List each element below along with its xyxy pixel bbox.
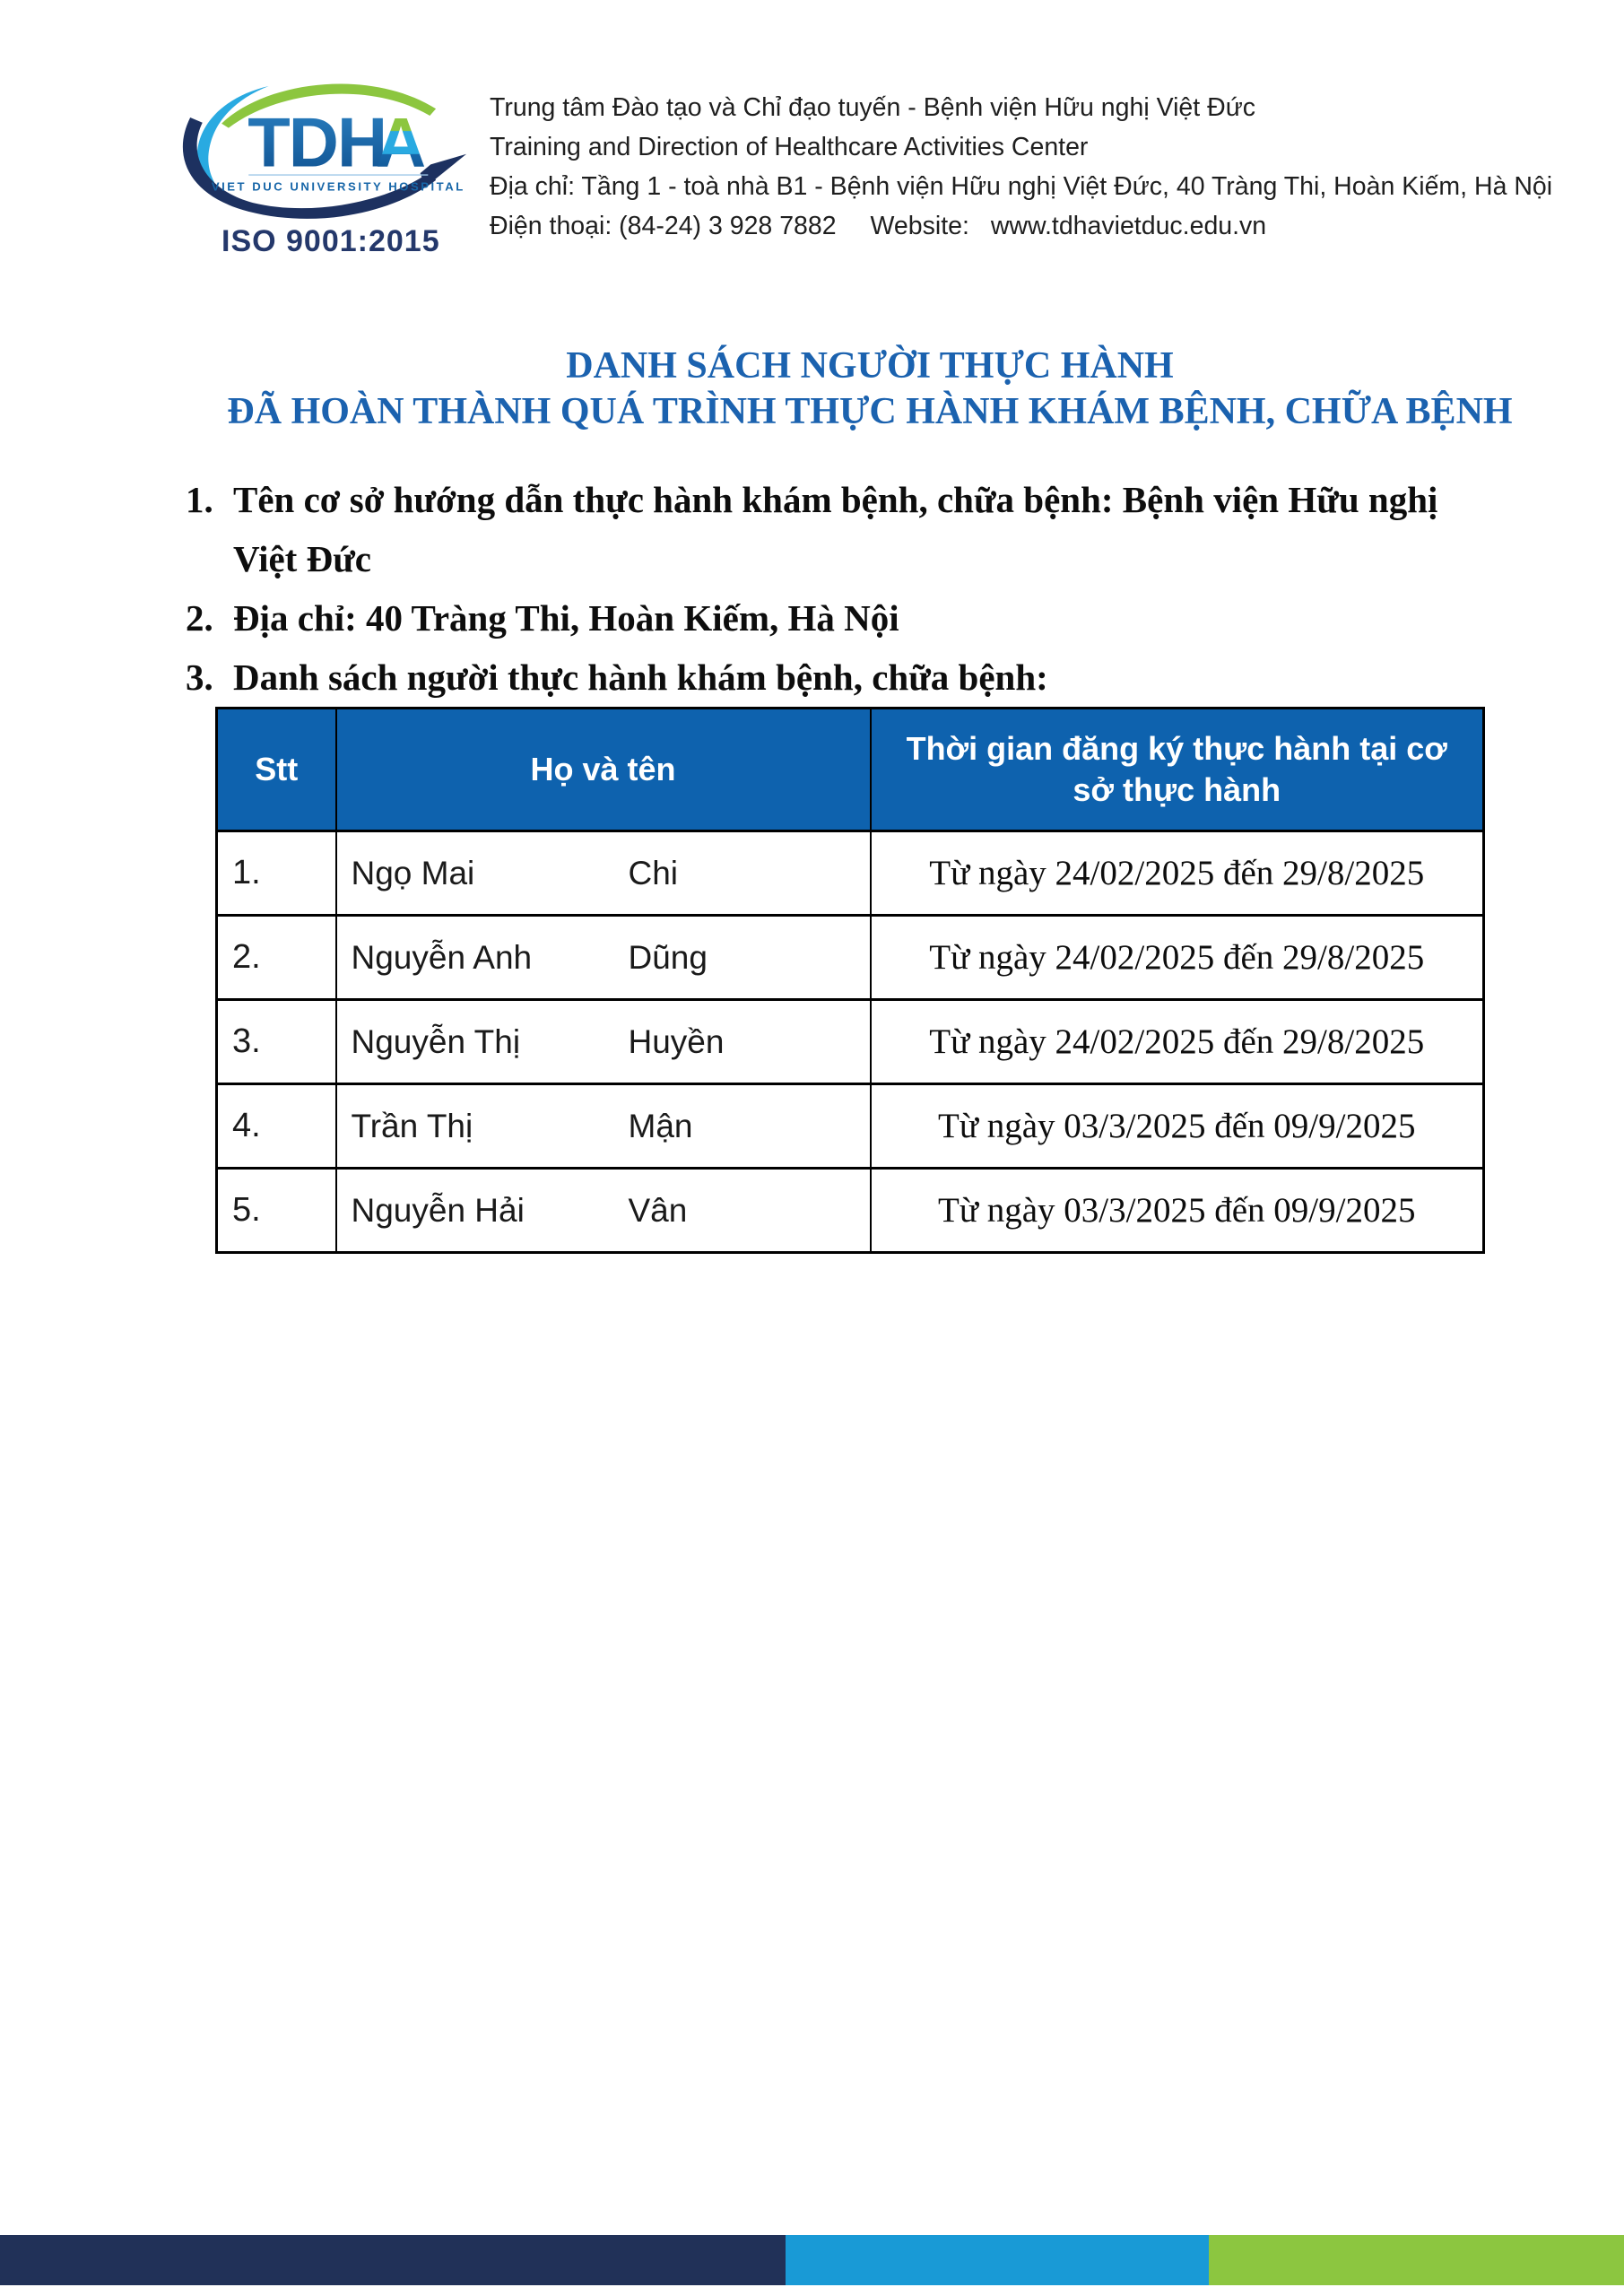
org-name-en: Training and Direction of Healthcare Activities Center (490, 133, 1089, 161)
practitioner-table-body (217, 831, 1484, 1253)
org-phone: Điện thoại: (84-24) 3 928 7882 (490, 212, 837, 240)
table-row (217, 916, 1484, 1000)
family-middle-name: Ngọ Mai (351, 854, 475, 891)
row-period: Từ ngày 24/02/2025 đến 29/8/2025 (871, 1000, 1484, 1084)
footer-bar-navy (0, 2235, 786, 2285)
practitioner-table (215, 707, 1485, 1254)
svg-text:A: A (376, 104, 427, 182)
given-name: Mận (628, 1107, 693, 1144)
org-address: Địa chỉ: Tầng 1 - toà nhà B1 - Bệnh viện Hữu nghị Việt Đức, 40 Tràng Thi, Hoàn Kiếm, Hà Nội (490, 172, 1553, 201)
logo (164, 74, 476, 259)
website-label: Website: (870, 212, 969, 240)
footer-bar-green (1209, 2235, 1624, 2285)
family-middle-name: Trần Thị (351, 1107, 473, 1144)
row-period: Từ ngày 24/02/2025 đến 29/8/2025 (871, 831, 1484, 916)
family-middle-name: Nguyễn Thị (351, 1022, 521, 1060)
logo-subtitle-text: VIET DUC UNIVERSITY HOSPITAL (211, 179, 465, 194)
row-name (336, 831, 871, 916)
row-period: Từ ngày 03/3/2025 đến 09/9/2025 (871, 1084, 1484, 1169)
row-name (336, 916, 871, 1000)
col-header-name: Họ và tên (336, 709, 871, 831)
list-item-number: 2. (186, 597, 213, 639)
list-item-1 (186, 470, 1499, 588)
list-item-3 (186, 648, 1499, 707)
table-row (217, 1169, 1484, 1253)
given-name: Huyền (628, 1022, 725, 1060)
document-title (215, 344, 1524, 435)
table-row (217, 831, 1484, 916)
table-header-row (217, 709, 1484, 831)
footer-bar-blue (786, 2235, 1209, 2285)
list-item-number: 1. (186, 479, 213, 520)
col-header-stt: Stt (217, 709, 336, 831)
family-middle-name: Nguyễn Hải (351, 1191, 525, 1229)
given-name: Chi (628, 854, 679, 891)
family-middle-name: Nguyễn Anh (351, 938, 533, 976)
row-name (336, 1169, 871, 1253)
title-line-1: DANH SÁCH NGƯỜI THỰC HÀNH (566, 345, 1174, 387)
list-item-text: Tên cơ sở hướng dẫn thực hành khám bệnh, chữa bệnh: Bệnh viện Hữu nghị Việt Đức (233, 479, 1438, 579)
title-line-2: ĐÃ HOÀN THÀNH QUÁ TRÌNH THỰC HÀNH KHÁM BỆNH, CHỮA BỆNH (227, 391, 1513, 432)
given-name: Dũng (628, 938, 708, 976)
table-row (217, 1000, 1484, 1084)
row-name (336, 1000, 871, 1084)
numbered-list (186, 470, 1499, 707)
given-name: Vân (628, 1191, 688, 1229)
row-period: Từ ngày 03/3/2025 đến 09/9/2025 (871, 1169, 1484, 1253)
list-item-text: Địa chỉ: 40 Tràng Thi, Hoàn Kiếm, Hà Nội (233, 597, 899, 639)
row-stt: 3. (217, 1000, 336, 1084)
tdha-logo-icon (164, 74, 469, 219)
row-stt: 4. (217, 1084, 336, 1169)
svg-text:TDH: TDH (248, 104, 386, 182)
row-period: Từ ngày 24/02/2025 đến 29/8/2025 (871, 916, 1484, 1000)
list-item-2 (186, 588, 1499, 648)
org-contact (490, 206, 1602, 246)
table-row (217, 1084, 1484, 1169)
row-stt: 1. (217, 831, 336, 916)
list-item-text: Danh sách người thực hành khám bệnh, chữa bệnh: (233, 657, 1048, 698)
list-item-number: 3. (186, 657, 213, 698)
row-stt: 2. (217, 916, 336, 1000)
website-url[interactable]: www.tdhavietduc.edu.vn (990, 212, 1267, 240)
row-name (336, 1084, 871, 1169)
org-name-vi: Trung tâm Đào tạo và Chỉ đạo tuyến - Bệnh viện Hữu nghị Việt Đức (490, 93, 1256, 122)
row-stt: 5. (217, 1169, 336, 1253)
iso-certification-label: ISO 9001:2015 (221, 224, 440, 258)
col-header-period: Thời gian đăng ký thực hành tại cơ sở thực hành (871, 709, 1484, 831)
org-info (490, 88, 1602, 246)
